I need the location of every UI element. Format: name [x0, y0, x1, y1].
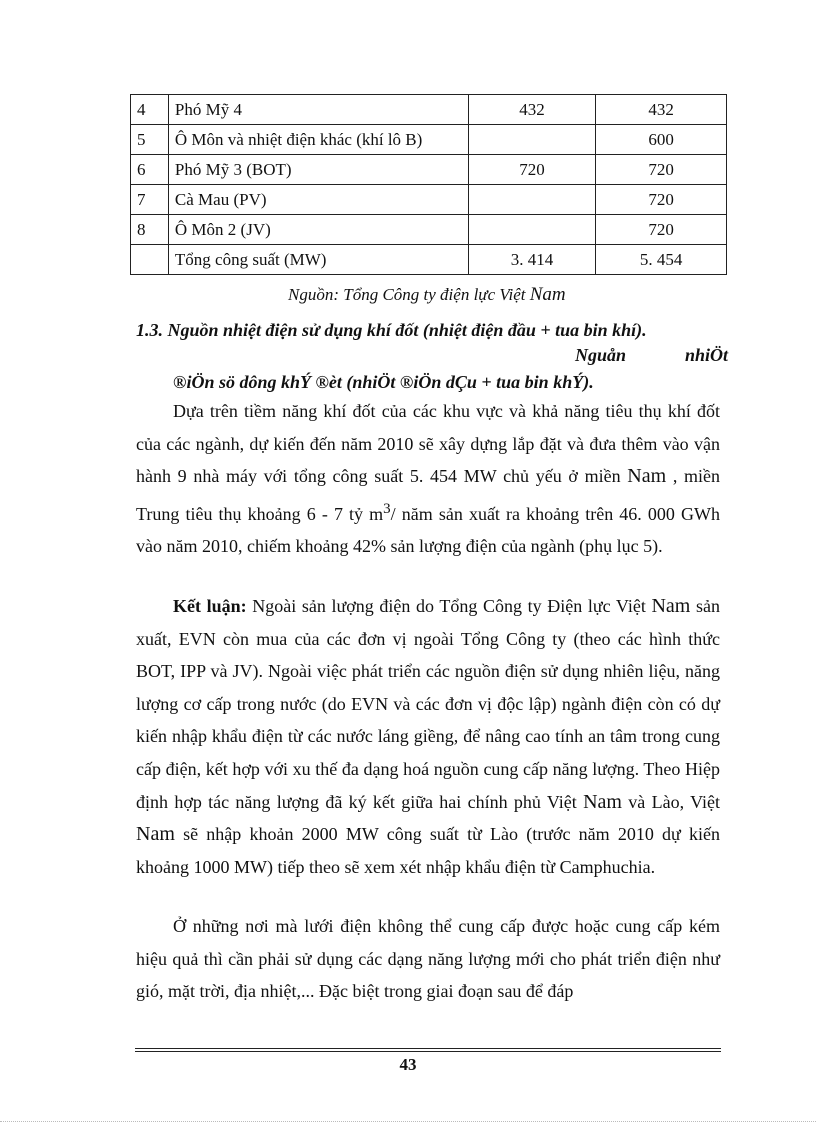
para1-text-3: / năm sản xuất ra khoảng trên 46. 000 GWh vào năm 2010, chiếm khoảng 42% sản lượng điện của ngành (phụ lục 5). — [136, 503, 720, 557]
source-text: Nguồn: Tổng Công ty điện lực Việt — [288, 285, 530, 304]
para2-text-2: sản xuất, EVN còn mua của các đơn vị ngoài Tổng Công ty (theo các hình thức BOT, IPP và JV). Ngoài việc phát triển các nguồn điện sử dụng nhiên liệu, năng lượng cơ cấp trong nước (do EVN và các đơn vị độc lập) ngành điện còn có dự kiến nhập khẩu điện từ các nước láng giềng, để nâng cao tính an tâm trong cung cấp điện, kết hợp với xu thế đa dạng hoá nguồn cung cấp năng lượng. Theo Hiệp định hợp tác năng lượng đã ký kết giữa hai chính phủ Việt — [136, 596, 720, 812]
capacity-2010-cell: 720 — [596, 215, 727, 245]
page-edge-divider — [0, 1121, 816, 1122]
table-body — [131, 95, 727, 275]
capacity-2010-cell: 720 — [596, 155, 727, 185]
footer-rule-bottom — [135, 1051, 721, 1052]
footer-rule-top — [135, 1048, 721, 1049]
plant-name-cell: Phó Mỹ 3 (BOT) — [168, 155, 468, 185]
para2-nam-1: Nam — [651, 595, 691, 617]
garbled-heading-line-1 — [575, 345, 728, 366]
paragraph-1 — [136, 395, 720, 563]
plant-name-cell: Cà Mau (PV) — [168, 185, 468, 215]
capacity-2010-cell: 5. 454 — [596, 245, 727, 275]
table-row — [131, 185, 727, 215]
capacity-2005-cell: 3. 414 — [468, 245, 596, 275]
para3-text: Ở những nơi mà lưới điện không thể cung cấp được hoặc cung cấp kém hiệu quả thì cần phải sử dụng các dạng năng lượng mới cho phát triển điện như gió, mặt trời, địa nhiệt,... Đặc biệt trong giai đoạn sau để đáp — [136, 916, 720, 1002]
para1-nam: Nam — [627, 465, 667, 488]
source-nam: Nam — [529, 284, 566, 305]
garbled-word-1: Nguån — [575, 345, 627, 365]
power-plant-table — [130, 94, 727, 275]
para2-nam-2: Nam — [583, 790, 622, 813]
para1-text-2: , miền Trung tiêu thụ khoảng 6 - 7 tỷ m — [136, 466, 720, 524]
paragraph-3 — [136, 910, 720, 1008]
para2-text-3: và Lào, Việt — [622, 791, 720, 812]
para2-nam-3: Nam — [136, 823, 175, 846]
garbled-heading-line-2: ®iÖn sö dông khÝ ®èt (nhiÖt ®iÖn dÇu + tua bin khÝ). — [173, 372, 594, 392]
capacity-2010-cell: 720 — [596, 185, 727, 215]
para1-superscript: 3 — [383, 500, 391, 517]
plant-name-cell: Ô Môn và nhiệt điện khác (khí lô B) — [168, 125, 468, 155]
para1-text-1: Dựa trên tiềm năng khí đốt của các khu vực và khả năng tiêu thụ khí đốt của các ngành, dự kiến đến năm 2010 sẽ xây dựng lắp đặt và đưa thêm vào vận hành 9 nhà máy với tổng công suất 5. 454 MW chủ yếu ở miền — [136, 401, 720, 487]
page-number: 43 — [399, 1055, 417, 1074]
table-row — [131, 215, 727, 245]
conclusion-label: Kết luận: — [173, 596, 247, 616]
table-row — [131, 125, 727, 155]
plant-name-cell: Phó Mỹ 4 — [168, 95, 468, 125]
capacity-2005-cell: 432 — [468, 95, 596, 125]
row-number-cell: 7 — [131, 185, 169, 215]
table-source-note — [288, 284, 566, 306]
capacity-2010-cell: 432 — [596, 95, 727, 125]
plant-name-cell: Tổng công suất (MW) — [168, 245, 468, 275]
paragraph-2 — [136, 590, 720, 883]
row-number-cell: 4 — [131, 95, 169, 125]
row-number-cell: 6 — [131, 155, 169, 185]
section-heading: 1.3. Nguồn nhiệt điện sử dụng khí đốt (nhiệt điện đầu + tua bin khí). — [136, 320, 647, 340]
para2-text-1: Ngoài sản lượng điện do Tổng Công ty Điện lực Việt — [246, 596, 652, 616]
row-number-cell: 8 — [131, 215, 169, 245]
capacity-2010-cell: 600 — [596, 125, 727, 155]
capacity-2005-cell — [468, 125, 596, 155]
table-row — [131, 95, 727, 125]
table-row — [131, 155, 727, 185]
capacity-2005-cell — [468, 215, 596, 245]
table-row — [131, 245, 727, 275]
row-number-cell — [131, 245, 169, 275]
capacity-2005-cell: 720 — [468, 155, 596, 185]
plant-name-cell: Ô Môn 2 (JV) — [168, 215, 468, 245]
capacity-2005-cell — [468, 185, 596, 215]
row-number-cell: 5 — [131, 125, 169, 155]
para2-text-4: sẽ nhập khoản 2000 MW công suất từ Lào (trước năm 2010 dự kiến khoảng 1000 MW) tiếp theo sẽ xem xét nhập khẩu điện từ Camphuchia. — [136, 824, 720, 877]
garbled-word-2: nhiÖt — [684, 345, 728, 365]
